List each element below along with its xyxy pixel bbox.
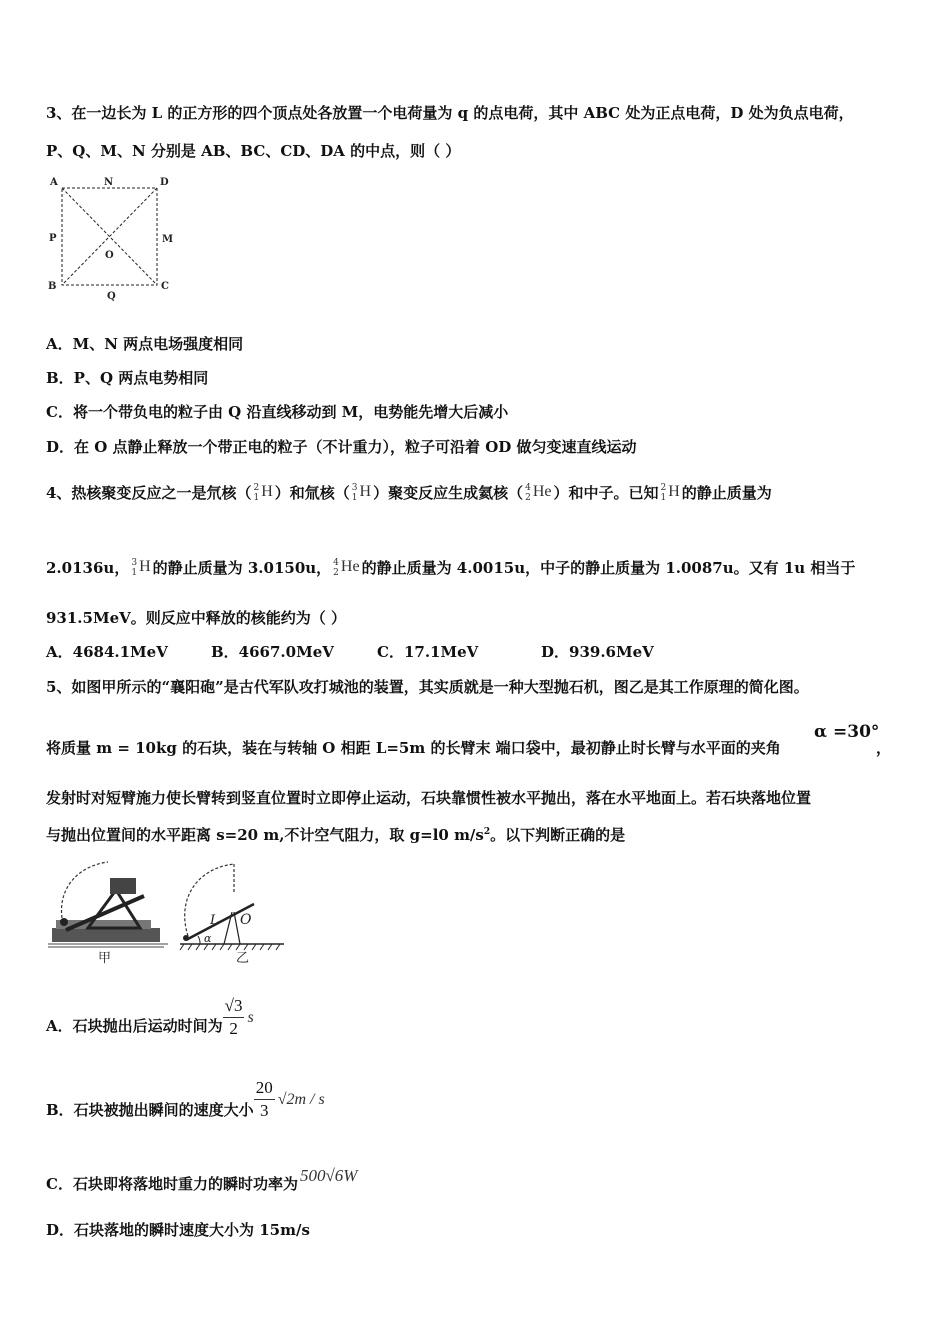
q4-stem-line3: 931.5MeV。则反应中释放的核能约为（ ） [46,609,346,627]
q4-stem-line2: 2.0136u， 3 1 H 的静止质量为 3.0150u， 4 2 He 的静止质量为 4.0015u，中子的静止质量为 1.0087u。又有 1u 相当于 [46,558,856,578]
q4-stem-line1: 4、热核聚变反应之一是氘核（ 2 1 H ）和氚核（ 3 1 H ）聚变反应生成氦核（ 4 2 He ）和中子。已知 2 1 H 的静止质量为 [46,483,772,503]
label-a: A [50,177,58,188]
q5-stem-line3: 发射时对短臂施力使长臂转到竖直位置时立即停止运动，石块靠惯性被水平抛出，落在水平地面上。若石块落地位置 [46,789,812,807]
q5-stem-line2: 将质量 m = 10kg 的石块，装在与转轴 O 相距 L=5m 的长臂末 端口袋中，最初静止时长臂与水平面的夹角 [46,739,781,757]
q3-square-diagram [44,172,184,304]
nuclide-he4: 4 2 He [525,483,552,503]
q5-option-a: A．石块抛出后运动时间为 $\frac{√3}{2}$ s [46,996,254,1038]
label-o-yi: O [240,912,252,928]
q5-angle-comma: ， [876,739,892,757]
fraction-b: $\frac{20}{3}$ [255,1078,273,1120]
label-jia: 甲 [98,951,112,966]
q5-stem-line1: 5、如图甲所示的“襄阳砲”是古代军队攻打城池的装置，其实质就是一种大型抛石机，图乙是其工作原理的简化图。 [46,678,809,696]
label-n: N [104,177,114,188]
fraction-a: $\frac{√3}{2}$ [224,996,243,1038]
q4-option-b: B．4667.0MeV [211,643,334,661]
label-b: B [48,281,57,292]
nuclide-h2-ref: 2 1 H [660,483,680,503]
q5-option-d: D．石块落地的瞬时速度大小为 15m/s [46,1221,310,1239]
q5-trebuchet-figures [48,858,288,968]
q3-option-b: B．P、Q 两点电势相同 [46,369,209,387]
q3-option-c: C．将一个带负电的粒子由 Q 沿直线移动到 M，电势能先增大后减小 [46,403,509,421]
nuclide-h3-ref: 3 1 H [131,558,151,578]
label-alpha: α [204,932,212,945]
q5-option-b: B．石块被抛出瞬间的速度大小 $\frac{20}{3}$ √2m / s [46,1078,325,1120]
label-yi: 乙 [236,951,250,966]
q5-stem-line4: 与抛出位置间的水平距离 s=20 m,不计空气阻力，取 g=l0 $m/s^2$。以下判断正确的是 [46,826,626,844]
label-d: D [160,177,169,188]
q4-option-d: D．939.6MeV [541,643,654,661]
nuclide-h2: 2 1 H [253,483,273,503]
q4-option-c: C．17.1MeV [377,643,479,661]
label-l: L [210,913,219,928]
q5-angle-formula: α =30° [814,722,880,742]
figure-yi [180,864,284,966]
label-q: Q [107,291,116,302]
label-m: M [162,234,174,245]
q5-option-c: C．石块即将落地时重力的瞬时功率为 500√6W [46,1166,358,1193]
nuclide-he4-ref: 4 2 He [333,558,360,578]
label-c: C [161,281,169,292]
nuclide-h3: 3 1 H [351,483,372,503]
label-o: O [105,250,114,261]
figure-jia [48,862,168,966]
label-p: P [49,233,57,244]
stone [183,935,189,941]
q3-option-a: A．M、N 两点电场强度相同 [46,335,244,353]
q4-option-a: A．4684.1MeV [46,643,168,661]
q3-stem-line1: 3、在一边长为 L 的正方形的四个顶点处各放置一个电荷量为 q 的点电荷，其中 ABC 处为正点电荷，D 处为负点电荷， [46,104,854,122]
q3-option-d: D．在 O 点静止释放一个带正电的粒子（不计重力），粒子可沿着 OD 做匀变速直线运动 [46,438,637,456]
q3-stem-line2: P、Q、M、N 分别是 AB、BC、CD、DA 的中点，则（ ） [46,142,461,160]
